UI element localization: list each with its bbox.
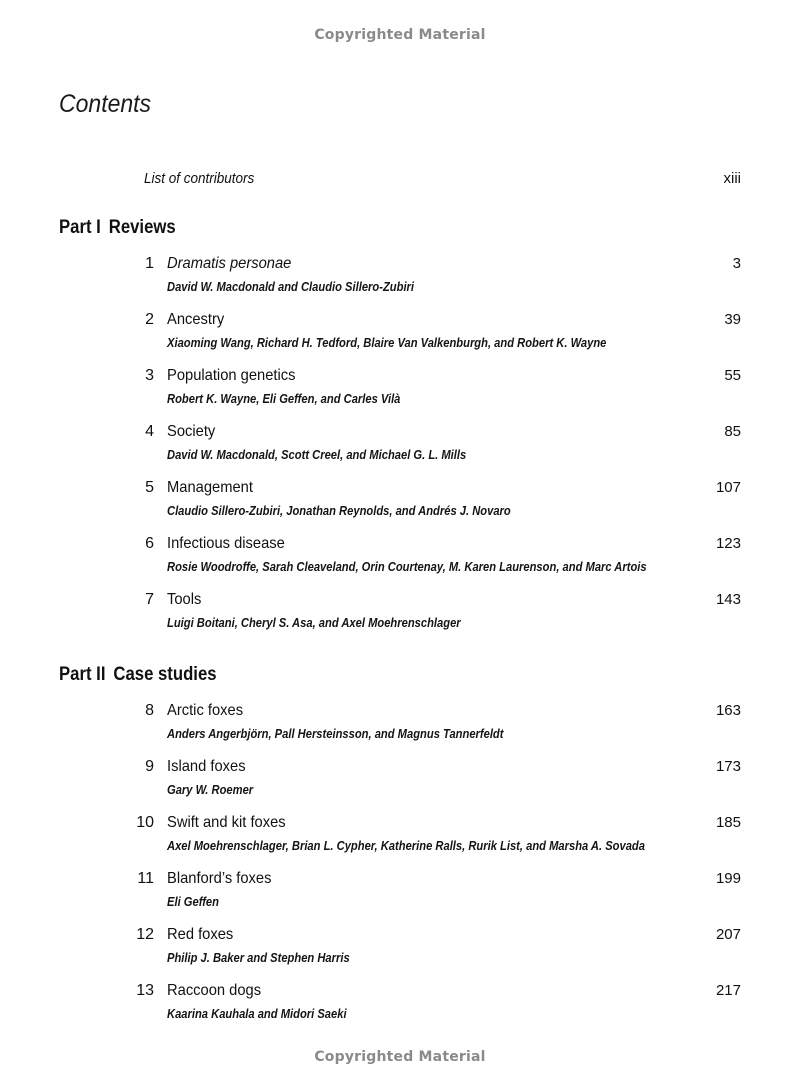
chapter-number: 3 <box>145 367 154 384</box>
chapter-title: Ancestry <box>167 311 225 328</box>
chapter-title: Blanford’s foxes <box>167 870 272 887</box>
chapter-page: 185 <box>715 814 741 831</box>
chapter-authors: Philip J. Baker and Stephen Harris <box>167 950 350 965</box>
chapter-authors: Anders Angerbjörn, Pall Hersteinsson, and Magnus Tannerfeldt <box>167 726 504 741</box>
chapter-page: 163 <box>715 702 741 719</box>
chapter-entry <box>130 535 741 579</box>
front-matter-label: List of contributors <box>144 170 255 187</box>
chapter-title: Red foxes <box>167 926 234 943</box>
chapter-page: 55 <box>724 367 741 384</box>
chapter-title: Infectious disease <box>167 535 285 552</box>
copyright-watermark-top: Copyrighted Material <box>314 27 486 43</box>
chapter-number: 8 <box>145 702 154 719</box>
chapter-number: 1 <box>145 255 154 272</box>
chapter-page: 217 <box>715 982 741 999</box>
part-heading <box>59 217 176 239</box>
page-title: Contents <box>59 90 152 118</box>
chapter-title: Management <box>167 479 253 496</box>
part-number: Part II <box>59 664 106 685</box>
chapter-entry <box>130 367 741 411</box>
chapter-authors: Xiaoming Wang, Richard H. Tedford, Blaire Van Valkenburgh, and Robert K. Wayne <box>167 335 607 350</box>
chapter-authors: Luigi Boitani, Cheryl S. Asa, and Axel Moehrenschlager <box>167 615 461 630</box>
chapter-page: 123 <box>715 535 741 552</box>
chapter-authors: Kaarina Kauhala and Midori Saeki <box>167 1006 347 1021</box>
chapter-title: Swift and kit foxes <box>167 814 286 831</box>
chapter-authors: Axel Moehrenschlager, Brian L. Cypher, Katherine Ralls, Rurik List, and Marsha A. Sovada <box>167 838 645 853</box>
copyright-watermark-bottom: Copyrighted Material <box>314 1049 486 1065</box>
chapter-authors: Eli Geffen <box>167 894 219 909</box>
chapter-page: 199 <box>715 870 741 887</box>
chapter-entry <box>130 758 741 802</box>
chapter-page: 39 <box>724 311 741 328</box>
front-matter-entry <box>144 170 741 187</box>
chapter-entry <box>130 423 741 467</box>
chapter-title: Island foxes <box>167 758 246 775</box>
chapter-page: 3 <box>732 255 741 272</box>
chapter-number: 12 <box>136 926 154 943</box>
chapter-number: 5 <box>145 479 154 496</box>
part-heading <box>59 664 217 686</box>
chapter-title: Dramatis personae <box>167 255 292 272</box>
chapter-entry <box>130 479 741 523</box>
chapter-number: 13 <box>136 982 154 999</box>
chapter-entry <box>130 591 741 635</box>
chapter-entry <box>130 255 741 299</box>
chapter-page: 85 <box>724 423 741 440</box>
chapter-title: Arctic foxes <box>167 702 244 719</box>
chapter-page: 207 <box>715 926 741 943</box>
chapter-number: 4 <box>145 423 154 440</box>
chapter-entry <box>130 311 741 355</box>
chapter-number: 2 <box>145 311 154 328</box>
part-number: Part I <box>59 217 101 238</box>
chapter-authors: Gary W. Roemer <box>167 782 254 797</box>
chapter-page: 143 <box>715 591 741 608</box>
chapter-page: 173 <box>715 758 741 775</box>
part-title: Case studies <box>113 664 217 685</box>
chapter-authors: Rosie Woodroffe, Sarah Cleaveland, Orin Courtenay, M. Karen Laurenson, and Marc Artois <box>167 559 647 574</box>
chapter-title: Tools <box>167 591 202 608</box>
chapter-entry <box>130 870 741 914</box>
chapter-entry <box>130 926 741 970</box>
chapter-number: 11 <box>137 870 154 887</box>
chapter-title: Raccoon dogs <box>167 982 262 999</box>
chapter-page: 107 <box>715 479 741 496</box>
chapter-entry <box>130 702 741 746</box>
chapter-authors: Robert K. Wayne, Eli Geffen, and Carles Vilà <box>167 391 401 406</box>
chapter-number: 9 <box>145 758 154 775</box>
chapter-entry <box>130 814 741 858</box>
chapter-entry <box>130 982 741 1026</box>
chapter-authors: David W. Macdonald, Scott Creel, and Michael G. L. Mills <box>167 447 467 462</box>
chapter-number: 6 <box>145 535 154 552</box>
chapter-number: 10 <box>136 814 154 831</box>
chapter-title: Population genetics <box>167 367 296 384</box>
chapter-authors: Claudio Sillero-Zubiri, Jonathan Reynolds, and Andrés J. Novaro <box>167 503 511 518</box>
chapter-title: Society <box>167 423 216 440</box>
part-title: Reviews <box>108 217 176 238</box>
chapter-authors: David W. Macdonald and Claudio Sillero-Zubiri <box>167 279 415 294</box>
front-matter-page: xiii <box>723 170 741 187</box>
chapter-number: 7 <box>145 591 154 608</box>
